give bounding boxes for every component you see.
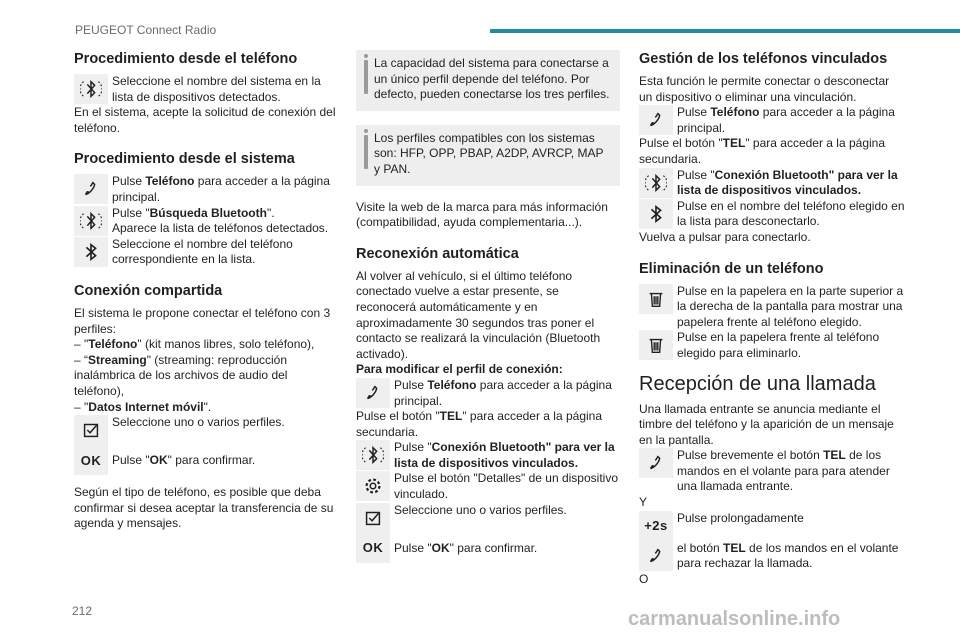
- info-icon: [364, 60, 368, 94]
- bluetooth-scan-icon: [74, 74, 108, 104]
- section-title: Eliminación de un teléfono: [639, 260, 824, 277]
- step-text: Pulse en la papelera en la parte superior a la derecha de la pantalla para mostrar una papelera frente al teléfono elegido.: [677, 283, 904, 329]
- step-text: Seleccione el nombre del sistema en la lista de dispositivos detectados.: [112, 74, 321, 104]
- phone-icon: [356, 378, 390, 408]
- gear-icon: [356, 471, 390, 501]
- section-title: Gestión de los teléfonos vinculados: [639, 51, 888, 67]
- bluetooth-scan-icon: [639, 168, 673, 198]
- step-row: [74, 237, 338, 268]
- page-header: [0, 0, 960, 40]
- paragraph: El sistema le propone conectar el teléfono con 3 perfiles:: [74, 305, 331, 336]
- step-text: Pulse Teléfono para acceder a la página principal.: [677, 105, 895, 135]
- column-3: [639, 50, 905, 587]
- section-title: Procedimiento desde el sistema: [74, 151, 295, 168]
- step-row: [356, 440, 620, 471]
- step-row: [356, 533, 620, 563]
- step-text: Pulse Teléfono para acceder a la página principal.: [394, 377, 612, 408]
- paragraph: Visite la web de la marca para más información (compatibilidad, ayuda complementaria...).: [356, 199, 608, 230]
- ok-icon: OK: [356, 533, 390, 563]
- paragraph: Esta función le permite conectar o desconectar un dispositivo o eliminar una vinculación.: [639, 74, 890, 104]
- paragraph: Vuelva a pulsar para conectarlo.: [639, 229, 811, 244]
- bluetooth-scan-icon: [74, 206, 108, 236]
- section-title-large: Recepción de una llamada: [639, 372, 876, 395]
- step-row: [74, 174, 338, 205]
- step-row: [356, 503, 620, 533]
- step-text: Pulse el botón "Detalles" de un dispositivo vinculado.: [394, 471, 618, 502]
- paragraph: Una llamada entrante se anuncia mediante el timbre del teléfono y la aparición de un mensaje en la pantalla.: [639, 401, 894, 447]
- step-text: Pulse Teléfono para acceder a la página principal.: [112, 174, 330, 204]
- step-row: [74, 415, 338, 445]
- step-text: Pulse "OK" para confirmar.: [394, 540, 538, 555]
- step-row: [74, 74, 338, 105]
- list-item: – “Streaming" (streaming: reproducción inalámbrica de los archivos de audio del teléfono),: [74, 352, 288, 398]
- paragraph: Pulse el botón "TEL" para acceder a la página secundaria.: [639, 136, 886, 166]
- step-row: [639, 330, 905, 361]
- paragraph: Pulse el botón "TEL" para acceder a la página secundaria.: [356, 409, 603, 439]
- paragraph: Según el tipo de teléfono, es posible que deba confirmar si desea aceptar la transferencia de su agenda y mensajes.: [74, 485, 334, 531]
- section-title: Reconexión automática: [356, 245, 519, 262]
- step-text: Pulse en el nombre del teléfono elegido en la lista para desconectarlo.: [677, 198, 905, 229]
- column-2: [356, 50, 620, 563]
- phone-icon: [639, 448, 673, 478]
- step-text: Pulse "Conexión Bluetooth" para ver la lista de dispositivos vinculados.: [677, 167, 898, 198]
- info-text: Los perfiles compatibles con los sistemas son: HFP, OPP, PBAP, A2DP, AVRCP, MAP y PAN.: [374, 130, 604, 176]
- section-title: Procedimiento desde el teléfono: [74, 51, 298, 67]
- checkbox-icon: [74, 415, 108, 445]
- step-text: Seleccione el nombre del teléfono correspondiente en la lista.: [112, 236, 293, 267]
- step-row: [639, 284, 905, 331]
- step-row: [74, 206, 338, 237]
- paragraph: Al volver al vehículo, si el último teléfono conectado vuelve a estar presente, se reconocerá automáticamente y en aproximadamente 30 segundos tras poner el contacto se realizará la vinculación (Bluetooth activado).: [356, 268, 601, 361]
- list-item: – "Teléfono" (kit manos libres, solo teléfono),: [74, 337, 315, 352]
- step-text: Pulse "OK" para confirmar.: [112, 453, 256, 468]
- step-row: [639, 168, 905, 199]
- paragraph: En el sistema, acepte la solicitud de conexión del teléfono.: [74, 105, 336, 135]
- header-title: PEUGEOT Connect Radio: [75, 23, 217, 37]
- step-row: [639, 541, 905, 572]
- info-box: [356, 125, 620, 186]
- phone-icon: [639, 541, 673, 571]
- info-text: La capacidad del sistema para conectarse a un único perfil depende del teléfono. Por defecto, pueden conectarse los tres perfiles.: [374, 56, 610, 102]
- hold-two-seconds-icon: +2s: [639, 511, 673, 541]
- step-text: Pulse "Búsqueda Bluetooth". Aparece la lista de teléfonos detectados.: [112, 205, 329, 236]
- column-1: [74, 50, 338, 532]
- bluetooth-icon: [639, 199, 673, 229]
- phone-icon: [639, 105, 673, 135]
- checkbox-icon: [356, 503, 390, 533]
- step-row: [639, 511, 905, 541]
- step-text: Seleccione uno o varios perfiles.: [112, 415, 285, 430]
- step-row: [74, 445, 338, 475]
- info-icon: [364, 135, 368, 169]
- step-text: Pulse "Conexión Bluetooth" para ver la lista de dispositivos vinculados.: [394, 440, 615, 470]
- paragraph: O: [639, 571, 649, 586]
- paragraph-bold: Para modificar el perfil de conexión:: [356, 362, 563, 377]
- trash-icon: [639, 330, 673, 360]
- step-row: [639, 199, 905, 230]
- step-text: Seleccione uno o varios perfiles.: [394, 502, 567, 517]
- phone-icon: [74, 174, 108, 204]
- list-item: – "Datos Internet móvil".: [74, 399, 212, 414]
- ok-icon: OK: [74, 445, 108, 475]
- bluetooth-scan-icon: [356, 440, 390, 470]
- step-row: [356, 471, 620, 502]
- step-row: [356, 378, 620, 409]
- header-accent-bar: [490, 29, 960, 33]
- trash-icon: [639, 284, 673, 314]
- paragraph: Y: [639, 495, 648, 510]
- step-text: Pulse brevemente el botón TEL de los mandos en el volante para para atender una llamada entrante.: [677, 448, 890, 494]
- step-text: Pulse prolongadamente: [677, 510, 804, 525]
- step-text: el botón TEL de los mandos en el volante para rechazar la llamada.: [677, 540, 899, 571]
- section-title: Conexión compartida: [74, 282, 223, 299]
- bluetooth-icon: [74, 237, 108, 267]
- page-number: 212: [72, 604, 93, 618]
- info-box: [356, 50, 620, 111]
- step-text: Pulse en la papelera frente al teléfono elegido para eliminarlo.: [677, 330, 880, 360]
- step-row: [639, 105, 905, 136]
- watermark: carmanualsonline.info: [628, 608, 841, 630]
- step-row: [639, 448, 905, 495]
